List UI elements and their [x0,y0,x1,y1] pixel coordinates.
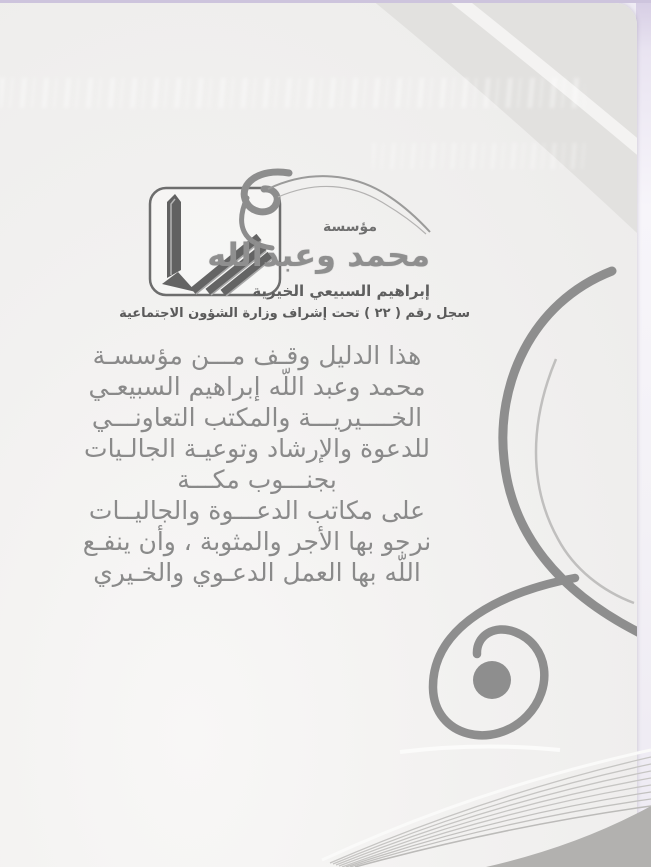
dedication-text-block [52,340,462,588]
logo-org-type-label: مؤسسة [323,219,377,235]
page-edge-lavender-strip [636,0,651,740]
dedication-line: هذا الدليل وقـف مـــن مؤسسـة [92,341,422,370]
logo-registration-line: سجل رقم ( ٢٢ ) تحت إشراف وزارة الشؤون الاجتماعية [119,306,470,321]
logo-org-name-calligraphy: محمد وعبدالله [207,236,430,274]
flourish-dot [473,661,511,699]
dedication-line: اللّه بها العمل الدعـوي والخـيري [93,558,421,587]
dedication-line: للدعوة والإرشاد وتوعيـة الجالـيات [84,434,430,463]
foundation-logo [150,172,430,296]
dedication-line: الخــــيريـــة والمكتب التعاونـــي [91,403,423,432]
dedication-line: محمد وعبد اللّه إبراهيم السبيعـي [88,372,426,401]
page-edge-top-strip [0,0,651,3]
logo-org-name-line2: إبراهيم السبيعي الخيرية [252,282,430,300]
diagonal-sheen-band [372,3,637,233]
dedication-line: بجنـــوب مكـــة [177,465,337,494]
dedication-line: نرجو بها الأجر والمثوبة ، وأن ينفـع [82,527,432,556]
document-page [0,3,637,867]
dedication-line: على مكاتب الدعـــوة والجاليــات [88,496,426,525]
